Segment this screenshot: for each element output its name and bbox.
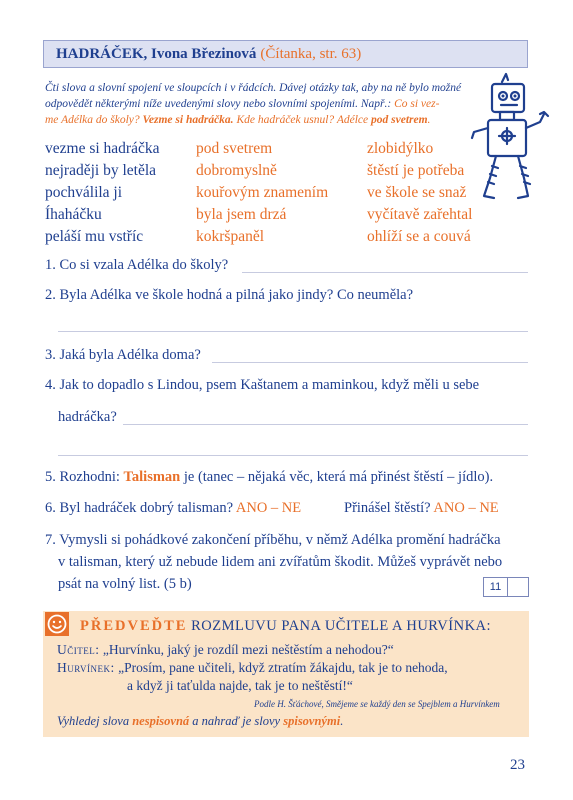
instructions-line-2: odpovědět některými níže uvedenými slovy nebo slovními spojeními. Např.: [45,98,395,110]
example-answer-1: Vezme si hadráčka. [142,114,234,126]
hurvinek-label: Hurvínek: [57,660,115,675]
answer-choice-1[interactable]: ANO – NE [235,500,302,516]
word-item: ohlíží se a couvá [367,228,471,245]
question-5-prefix: 5. Rozhodni: [45,469,124,485]
word-item: pod svetrem [196,140,273,157]
instructions [45,80,485,128]
example-answer-2-start: Adélce [336,114,372,126]
page-number: 23 [510,757,525,773]
answer-line-1[interactable] [242,272,528,273]
question-5-options: je (tanec – nějaká věc, která má přinést štěstí – jídlo). [180,469,494,485]
question-2: 2. Byla Adélka ve škole hodná a pilná jako jindy? Co neuměla? [45,287,414,303]
word-column-3 [367,138,472,248]
question-7: 7. Vymysli si pohádkové zakončení příběhu, v němž Adélka promění hadráčka [45,532,501,548]
word-item: byla jsem drzá [196,206,287,223]
question-4: 4. Jak to dopadlo s Lindou, psem Kaštanem a maminkou, když měli u sebe [45,377,480,393]
answer-line-2[interactable] [58,331,528,332]
smiley-icon [45,612,69,636]
word-item: vyčítavě zařehtal [367,206,473,223]
example-period: . [427,114,431,126]
task-instruction [57,714,343,729]
word-item: dobromyslně [196,162,277,179]
points-box[interactable] [483,577,529,597]
dialog-hurvinek [57,660,448,676]
instructions-line-1: Čti slova a slovní spojení ve sloupcích i v řádcích. Dávej otázky tak, aby na ně bylo možné [45,82,462,94]
question-6-b: Přinášel štěstí? [344,500,434,516]
answer-line-3[interactable] [212,362,528,363]
hurvinek-line-2: a když ji taťulda najde, tak je to neštěstí!“ [127,678,353,693]
word-item: kouřovým znamením [196,184,329,201]
question-5 [45,469,493,486]
question-6-a: 6. Byl hadráček dobrý talisman? [45,500,236,516]
word-item: kokršpaněl [196,228,265,245]
performance-heading-rest: ROZMLUVU PANA UČITELE A HURVÍNKA: [191,618,492,634]
performance-heading [80,618,491,635]
question-1: 1. Co si vzala Adélka do školy? [45,257,229,273]
word-item: zlobidýlko [367,140,434,157]
task-period: . [340,714,344,728]
points-box-label: 11 [484,578,508,596]
points-box-value[interactable] [508,578,528,596]
example-question-2: Kde hadráček usnul? [233,114,337,126]
task-part-1: Vyhledej slova [57,714,133,728]
example-answer-2: pod svetrem [371,114,428,126]
talisman-word: Talisman [123,469,181,485]
word-item: Íhaháčku [45,206,102,223]
word-item: nejraději by letěla [45,162,157,179]
source-credit: Podle H. Šťáchové, Smějeme se každý den se Spejblem a Hurvínkem [254,699,500,709]
word-item: vezme si hadráčka [45,140,160,157]
dialog-teacher [57,642,394,658]
question-6 [45,500,301,517]
chapter-source: (Čítanka, str. 63) [260,45,362,62]
question-6b [344,500,499,517]
hurvinek-line-1: „Prosím, pane učiteli, když ztratím žákajdu, tak je to nehoda, [118,660,448,675]
chapter-title: HADRÁČEK, Ivona Březinová [56,45,257,62]
task-keyword-2: spisovnými [283,714,341,728]
question-3: 3. Jaká byla Adélka doma? [45,347,201,363]
task-keyword-1: nespisovná [132,714,190,728]
teacher-line: „Hurvínku, jaký je rozdíl mezi neštěstím a nehodou?“ [102,642,394,657]
word-column-2 [196,138,328,248]
word-column-1 [45,138,159,248]
teacher-label: Učitel: [57,642,100,657]
task-part-2: a nahraď je slovy [189,714,284,728]
word-item: peláší mu vstříc [45,228,144,245]
word-item: štěstí je potřeba [367,162,465,179]
example-question-1-end: me Adélka do školy? [45,114,143,126]
example-question-1: Co si vez- [394,98,440,110]
answer-choice-2[interactable]: ANO – NE [433,500,499,516]
word-item: pochválila ji [45,184,123,201]
performance-keyword: PŘEDVEĎTE [80,618,188,634]
question-7-line-3: psát na volný list. (5 b) [58,576,192,592]
question-7-line-2: v talisman, který už nebude lidem ani zvířatům škodit. Můžeš vyprávět nebo [58,554,503,570]
question-4-cont: hadráčka? [58,409,117,425]
answer-line-4b[interactable] [58,455,528,456]
chapter-header [43,40,528,68]
answer-line-4a[interactable] [123,424,528,425]
word-item: ve škole se snaž [367,184,467,201]
